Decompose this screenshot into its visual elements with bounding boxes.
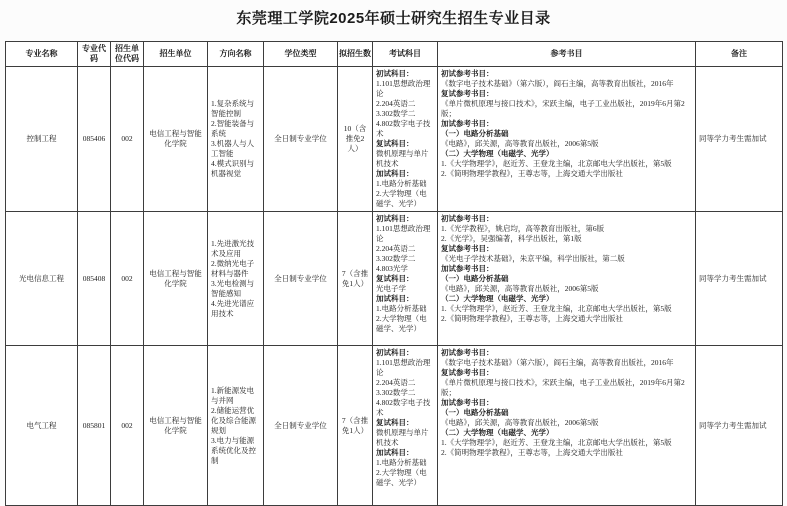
item-line: 1.《光学教程》，姚启均，高等教育出版社，第6版 — [441, 224, 605, 233]
cell-remark: 同等学力考生需加试 — [696, 67, 783, 212]
item-line: 微机原理与单片机技术 — [376, 149, 429, 168]
item-line: 2.大学物理（电磁学、光学） — [376, 468, 427, 487]
item-line: 3.光电检测与智能感知 — [211, 278, 255, 298]
item-line: 1.《大学物理学》，赵近芳、王登龙主编，北京邮电大学出版社，第5版 — [441, 438, 672, 447]
item-line: 微机原理与单片机技术 — [376, 428, 429, 447]
table-row — [6, 212, 783, 346]
cell-unit-code: 002 — [111, 67, 144, 212]
section-label: 加试科目： — [376, 448, 414, 457]
cell-quota: 10（含推免2人） — [338, 67, 373, 212]
cell-degree-type: 全日制专业学位 — [264, 346, 338, 506]
section-label: 复试科目： — [376, 274, 414, 283]
section-label: 复试参考书目： — [441, 244, 494, 253]
section-label: 加试科目： — [376, 294, 414, 303]
cell-reference-books — [438, 212, 696, 346]
column-header: 招生单位 — [144, 42, 208, 67]
table-row — [6, 67, 783, 212]
section-label: 初试参考书目： — [441, 69, 494, 78]
item-line: 4.先进光谱应用技术 — [211, 298, 255, 318]
item-line: 《电路》，邱关源，高等教育出版社，2006第5版 — [441, 418, 599, 427]
cell-remark: 同等学力考生需加试 — [696, 212, 783, 346]
item-line: 2.《光学》，吴强编著，科学出版社，第1版 — [441, 234, 582, 243]
section-label: 加试参考书目： — [441, 119, 494, 128]
section-label: 加试科目： — [376, 169, 414, 178]
cell-directions — [208, 346, 264, 506]
item-line: 3.302数学二 — [376, 109, 416, 118]
cell-reference-books — [438, 67, 696, 212]
item-line: 4.模式识别与机器视觉 — [211, 159, 255, 178]
item-line: 3.电力与能源系统优化及控制 — [211, 435, 256, 465]
table-body — [6, 67, 783, 506]
column-header: 专业名称 — [6, 42, 78, 67]
column-header: 拟招生数 — [338, 42, 373, 67]
item-line: 《光电子学技术基础》，朱京平编，科学出版社，第二版 — [441, 254, 625, 263]
section-label: 初试参考书目： — [441, 214, 494, 223]
section-label: 加试参考书目： — [441, 398, 494, 407]
section-label: （一）电路分析基础 — [441, 274, 509, 283]
cell-degree-type: 全日制专业学位 — [264, 67, 338, 212]
cell-enrollment-unit: 电信工程与智能化学院 — [144, 212, 208, 346]
section-label: 复试科目： — [376, 139, 414, 148]
item-line: 1.电路分析基础 — [376, 179, 427, 188]
item-line: 3.302数学二 — [376, 254, 416, 263]
cell-remark: 同等学力考生需加试 — [696, 346, 783, 506]
cell-unit-code: 002 — [111, 212, 144, 346]
item-line: 2.智能装备与系统 — [211, 119, 255, 138]
cell-unit-code: 002 — [111, 346, 144, 506]
item-line: 1.101思想政治理论 — [376, 224, 431, 243]
section-label: （二）大学物理（电磁学、光学） — [441, 428, 554, 437]
section-label: 复试参考书目： — [441, 89, 494, 98]
item-line: 《电路》，邱关源，高等教育出版社，2006第5版 — [441, 139, 599, 148]
item-line: 《电路》，邱关源，高等教育出版社，2006第5版 — [441, 284, 599, 293]
column-header: 专业代码 — [78, 42, 111, 67]
cell-exam-subjects — [373, 346, 438, 506]
admissions-catalog-table — [5, 41, 783, 506]
table-row — [6, 346, 783, 506]
cell-enrollment-unit: 电信工程与智能化学院 — [144, 67, 208, 212]
item-line: 2.大学物理（电磁学、光学） — [376, 189, 427, 208]
item-line: 《数字电子技术基础》（第六版），阎石主编，高等教育出版社，2016年 — [441, 358, 674, 367]
item-line: 1.电路分析基础 — [376, 458, 427, 467]
section-label: 初试科目： — [376, 69, 414, 78]
section-label: （一）电路分析基础 — [441, 408, 509, 417]
item-line: 2.微纳光电子材料与器件 — [211, 258, 255, 278]
item-line: 1.电路分析基础 — [376, 304, 427, 313]
column-header: 备注 — [696, 42, 783, 67]
item-line: 《单片微机原理与接口技术》，宋跃主编，电子工业出版社，2019年6月第2版； — [441, 99, 685, 118]
item-line: 1.《大学物理学》，赵近芳、王登龙主编，北京邮电大学出版社，第5版 — [441, 159, 672, 168]
item-line: 1.复杂系统与智能控制 — [211, 99, 255, 118]
item-line: 1.先进激光技术及应用 — [211, 238, 255, 258]
item-line: 1.新能源发电与并网 — [211, 385, 255, 405]
section-label: （二）大学物理（电磁学、光学） — [441, 294, 554, 303]
cell-quota: 7（含推免1人） — [338, 346, 373, 506]
item-line: 2.204英语二 — [376, 99, 416, 108]
section-label: 复试参考书目： — [441, 368, 494, 377]
cell-major-code: 085406 — [78, 67, 111, 212]
item-line: 《数字电子技术基础》（第六版），阎石主编，高等教育出版社，2016年 — [441, 79, 674, 88]
item-line: 1.101思想政治理论 — [376, 79, 431, 98]
item-line: 2.储能运营优化及综合能源规划 — [211, 405, 256, 435]
cell-major-code: 085408 — [78, 212, 111, 346]
column-header: 招生单位代码 — [111, 42, 144, 67]
item-line: 4.803光学 — [376, 264, 408, 273]
item-line: 2.《简明物理学教程》，王尊志等，上海交通大学出版社 — [441, 448, 623, 457]
item-line: 《单片微机原理与接口技术》，宋跃主编，电子工业出版社，2019年6月第2版； — [441, 378, 685, 397]
cell-enrollment-unit: 电信工程与智能化学院 — [144, 346, 208, 506]
section-label: 加试参考书目： — [441, 264, 494, 273]
cell-quota: 7（含推免1人） — [338, 212, 373, 346]
section-label: 初试参考书目： — [441, 348, 494, 357]
cell-major-code: 085801 — [78, 346, 111, 506]
item-line: 2.大学物理（电磁学、光学） — [376, 314, 427, 333]
item-line: 2.《简明物理学教程》，王尊志等，上海交通大学出版社 — [441, 169, 623, 178]
cell-directions — [208, 67, 264, 212]
cell-directions — [208, 212, 264, 346]
item-line: 1.101思想政治理论 — [376, 358, 431, 377]
cell-exam-subjects — [373, 212, 438, 346]
item-line: 4.802数字电子技术 — [376, 398, 431, 417]
section-label: （二）大学物理（电磁学、光学） — [441, 149, 554, 158]
section-label: 初试科目： — [376, 348, 414, 357]
item-line: 2.204英语二 — [376, 378, 416, 387]
cell-major-name: 电气工程 — [6, 346, 78, 506]
table-header-row — [6, 42, 783, 67]
page-title: 东莞理工学院2025年硕士研究生招生专业目录 — [236, 10, 551, 27]
cell-exam-subjects — [373, 67, 438, 212]
item-line: 2.《简明物理学教程》，王尊志等，上海交通大学出版社 — [441, 314, 623, 323]
column-header: 方向名称 — [208, 42, 264, 67]
section-label: （一）电路分析基础 — [441, 129, 509, 138]
item-line: 光电子学 — [376, 284, 406, 293]
cell-major-name: 光电信息工程 — [6, 212, 78, 346]
item-line: 3.机器人与人工智能 — [211, 139, 255, 158]
cell-reference-books — [438, 346, 696, 506]
column-header: 考试科目 — [373, 42, 438, 67]
cell-major-name: 控制工程 — [6, 67, 78, 212]
section-label: 复试科目： — [376, 418, 414, 427]
section-label: 初试科目： — [376, 214, 414, 223]
column-header: 参考书目 — [438, 42, 696, 67]
item-line: 4.802数字电子技术 — [376, 119, 431, 138]
item-line: 3.302数学二 — [376, 388, 416, 397]
column-header: 学位类型 — [264, 42, 338, 67]
item-line: 1.《大学物理学》，赵近芳、王登龙主编，北京邮电大学出版社，第5版 — [441, 304, 672, 313]
cell-degree-type: 全日制专业学位 — [264, 212, 338, 346]
item-line: 2.204英语二 — [376, 244, 416, 253]
